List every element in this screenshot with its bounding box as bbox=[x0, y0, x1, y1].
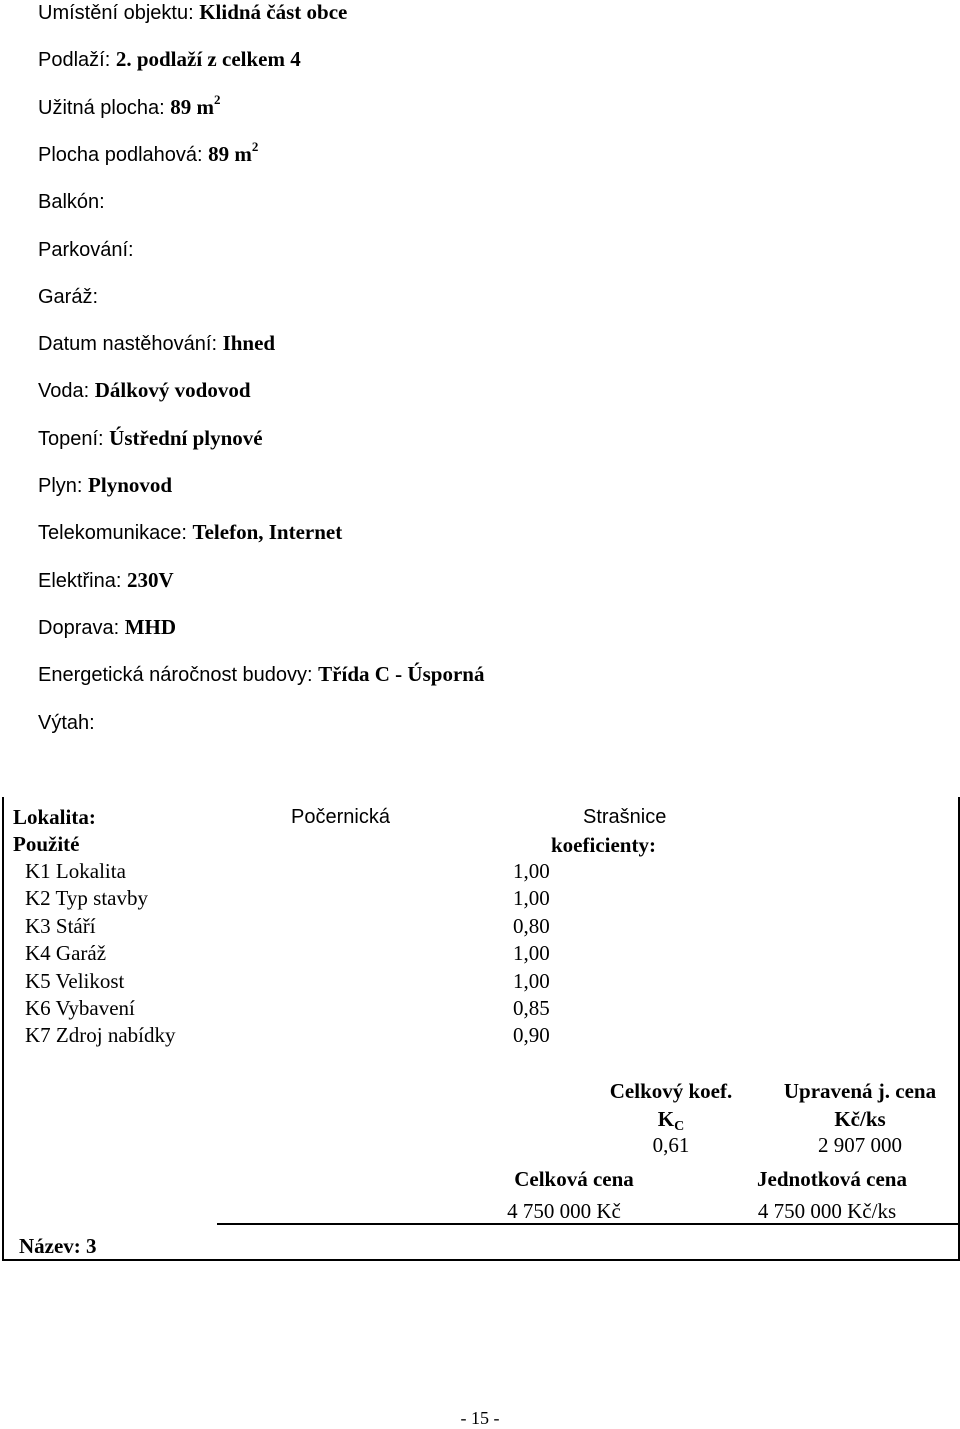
property-row bbox=[38, 473, 172, 498]
coefficient-name: K2 Typ stavby bbox=[25, 886, 148, 910]
celkova-cena-label: Celková cena bbox=[514, 1167, 634, 1191]
property-label: Plyn: bbox=[38, 475, 89, 497]
property-label: Plocha podlahová: bbox=[38, 144, 209, 166]
divider-line-right bbox=[701, 1223, 958, 1225]
upravena-cena-value: 2 907 000 bbox=[818, 1133, 902, 1157]
property-label: Doprava: bbox=[38, 617, 125, 639]
property-label: Elektřina: bbox=[38, 570, 127, 592]
property-row bbox=[38, 520, 342, 545]
property-label: Výtah: bbox=[38, 712, 95, 734]
property-label: Datum nastěhování: bbox=[38, 333, 223, 355]
property-row bbox=[38, 92, 221, 120]
property-label: Umístění objektu: bbox=[38, 2, 200, 24]
jednotkova-cena-value: 4 750 000 Kč/ks bbox=[757, 1199, 897, 1223]
upravena-cena-label: Upravená j. cena bbox=[783, 1079, 937, 1103]
lokalita-label: Lokalita: bbox=[13, 805, 96, 829]
coefficient-value: 1,00 bbox=[513, 886, 550, 910]
coefficient-name: K1 Lokalita bbox=[25, 859, 126, 883]
property-row bbox=[38, 662, 484, 687]
property-value: Telefon, Internet bbox=[192, 520, 343, 544]
property-value: Dálkový vodovod bbox=[94, 378, 251, 402]
property-row bbox=[38, 710, 95, 735]
coefficient-value: 0,85 bbox=[513, 996, 550, 1020]
property-label: Užitná plocha: bbox=[38, 97, 171, 119]
property-row bbox=[38, 426, 263, 451]
kc-label: KC bbox=[657, 1107, 685, 1134]
property-value: MHD bbox=[124, 615, 177, 639]
coefficient-name: K3 Stáří bbox=[25, 914, 96, 938]
property-row bbox=[38, 139, 259, 167]
superscript: 2 bbox=[214, 92, 221, 107]
property-row bbox=[38, 568, 174, 593]
coefficient-value: 0,90 bbox=[513, 1023, 550, 1047]
coefficient-value: 1,00 bbox=[513, 859, 550, 883]
property-row bbox=[38, 378, 251, 403]
valuation-table bbox=[2, 797, 960, 1261]
property-label: Telekomunikace: bbox=[38, 522, 193, 544]
property-value: Třída C - Úsporná bbox=[318, 662, 485, 686]
property-row bbox=[38, 237, 134, 262]
property-label: Garáž: bbox=[38, 286, 99, 308]
property-label: Energetická náročnost budovy: bbox=[38, 664, 319, 686]
superscript: 2 bbox=[251, 139, 259, 154]
jednotkova-cena-label: Jednotková cena bbox=[757, 1167, 907, 1191]
street-name: Počernická bbox=[291, 806, 390, 828]
property-value: 2. podlaží z celkem 4 bbox=[115, 47, 301, 71]
koeficienty-label: koeficienty: bbox=[551, 833, 656, 857]
upravena-cena-unit: Kč/ks bbox=[834, 1107, 886, 1131]
property-row bbox=[38, 47, 301, 72]
property-label: Topení: bbox=[38, 428, 110, 450]
celkova-cena-value: 4 750 000 Kč bbox=[507, 1199, 621, 1223]
district-name: Strašnice bbox=[583, 806, 667, 828]
property-value: Plynovod bbox=[88, 473, 173, 497]
divider-line bbox=[217, 1223, 701, 1225]
property-value: 89 m bbox=[170, 95, 215, 119]
page-number: - 15 - bbox=[460, 1408, 500, 1428]
property-row bbox=[38, 189, 105, 214]
property-value: 230V bbox=[126, 568, 174, 592]
property-value: Ústřední plynové bbox=[109, 426, 263, 450]
coefficient-value: 1,00 bbox=[513, 941, 550, 965]
property-value: Ihned bbox=[222, 331, 276, 355]
property-label: Parkování: bbox=[38, 239, 134, 261]
property-row bbox=[38, 615, 176, 640]
nazev-label: Název: 3 bbox=[19, 1234, 97, 1258]
property-row bbox=[38, 0, 347, 25]
property-value: 89 m bbox=[208, 142, 252, 166]
coefficient-name: K5 Velikost bbox=[25, 969, 125, 993]
coefficient-value: 1,00 bbox=[513, 969, 550, 993]
property-row bbox=[38, 284, 98, 309]
coefficient-name: K6 Vybavení bbox=[25, 996, 135, 1020]
property-label: Balkón: bbox=[38, 191, 105, 213]
coefficient-name: K7 Zdroj nabídky bbox=[25, 1023, 176, 1047]
coefficient-value: 0,80 bbox=[513, 914, 550, 938]
property-label: Podlaží: bbox=[38, 49, 116, 71]
property-label: Voda: bbox=[38, 380, 95, 402]
property-row bbox=[38, 331, 275, 356]
kc-value: 0,61 bbox=[652, 1133, 690, 1157]
coefficient-name: K4 Garáž bbox=[25, 941, 107, 965]
property-value: Klidná část obce bbox=[199, 0, 348, 24]
pouzite-label: Použité bbox=[13, 832, 80, 856]
celkovy-koef-label: Celkový koef. bbox=[609, 1079, 733, 1103]
